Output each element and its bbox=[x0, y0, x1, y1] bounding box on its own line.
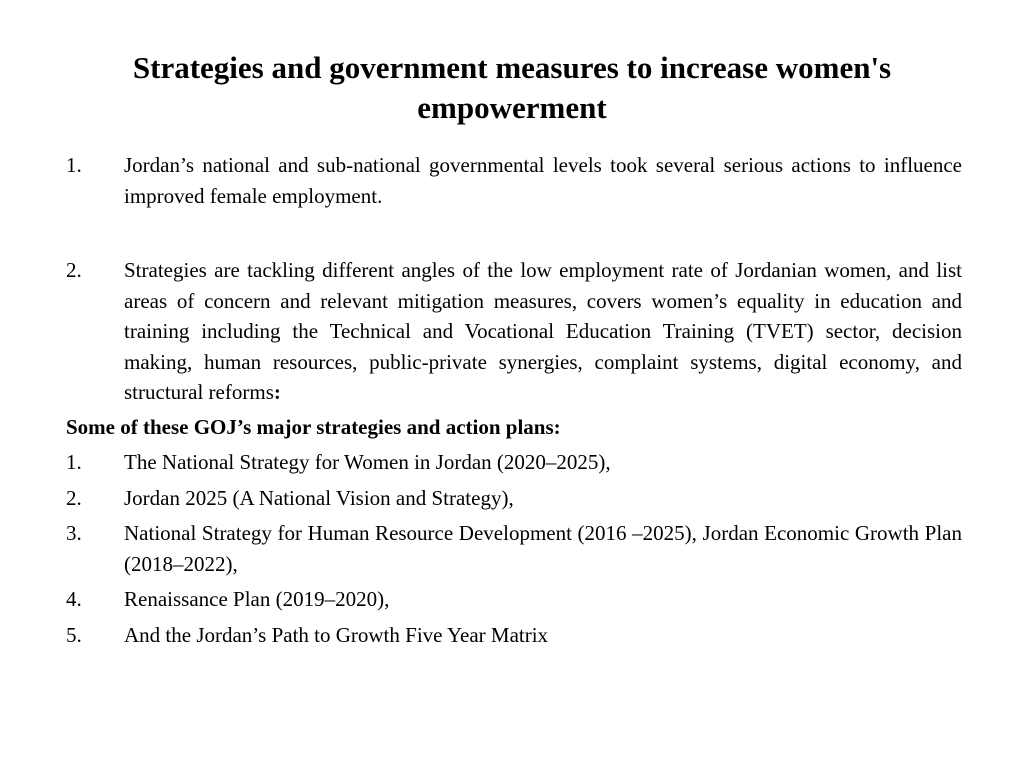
plan-item bbox=[66, 447, 962, 478]
slide-content bbox=[66, 150, 962, 650]
plan-item bbox=[66, 483, 962, 514]
plan-number: 2. bbox=[66, 485, 82, 510]
point-text: Jordan’s national and sub-national governmental levels took several serious actions to influence improved female employment. bbox=[124, 153, 962, 208]
point-number: 2. bbox=[66, 258, 82, 282]
plan-item bbox=[66, 518, 962, 579]
plan-text: National Strategy for Human Resource Development (2016 –2025), Jordan Economic Growth Plan (2018–2022), bbox=[124, 521, 962, 576]
point-text-suffix: : bbox=[273, 380, 281, 404]
point-number: 1. bbox=[66, 153, 82, 177]
plan-text: Jordan 2025 (A National Vision and Strategy), bbox=[124, 485, 514, 510]
plan-item bbox=[66, 620, 962, 651]
point-item bbox=[66, 150, 962, 211]
plan-number: 3. bbox=[66, 521, 82, 545]
plan-text: And the Jordan’s Path to Growth Five Year Matrix bbox=[124, 622, 549, 647]
point-item bbox=[66, 255, 962, 408]
plan-number: 1. bbox=[66, 450, 82, 474]
plans-subheading: Some of these GOJ’s major strategies and action plans: bbox=[66, 414, 561, 439]
point-text: Strategies are tackling different angles of the low employment rate of Jordanian women, and list areas of concern and relevant mitigation measures, covers women’s equality in education and training including the Technical and Vocational Education Training (TVET) sector, decision making, human resources, public-private synergies, complaint systems, digital economy, and structural reforms bbox=[124, 258, 962, 404]
plan-text: Renaissance Plan (2019–2020), bbox=[124, 587, 390, 611]
plan-number: 4. bbox=[66, 587, 82, 611]
point-text-container bbox=[124, 255, 962, 408]
plan-item bbox=[66, 584, 962, 615]
plan-text: The National Strategy for Women in Jordan (2020–2025), bbox=[124, 450, 611, 474]
slide-title: Strategies and government measures to increase women's empowerment bbox=[132, 50, 892, 125]
plan-number: 5. bbox=[66, 622, 82, 647]
